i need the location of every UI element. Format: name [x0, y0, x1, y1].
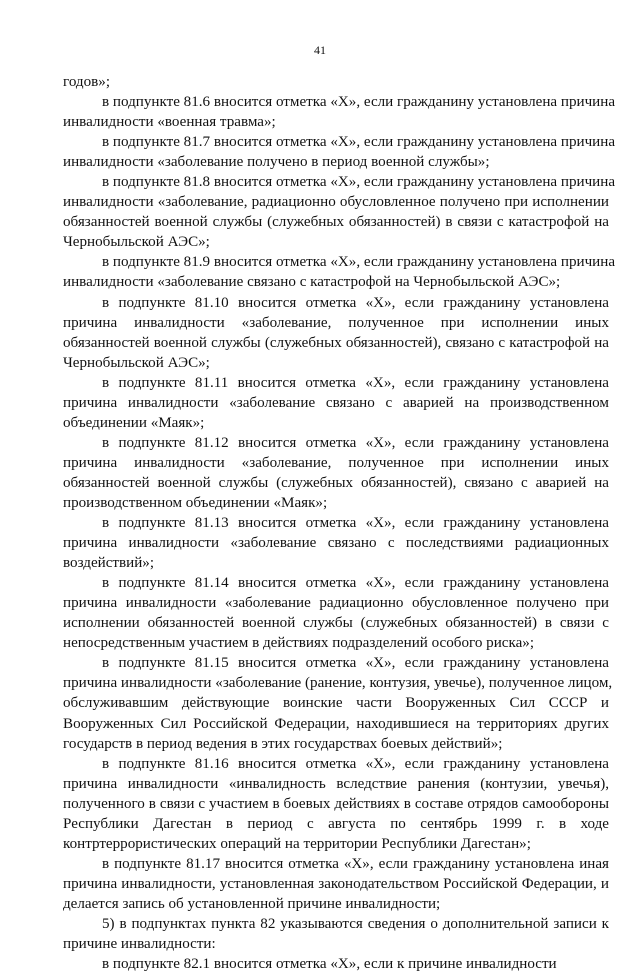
text-line: причина инвалидности «заболевание радиационно обусловленное получено при — [63, 595, 609, 612]
text-line: причина инвалидности «заболевание (ранение, контузия, увечье), полученное лицом, — [63, 675, 613, 692]
text-line: обязанностей военной службы (служебных обязанностей), связано с катастрофой на — [63, 334, 609, 351]
text-line: делается запись об установленной причине инвалидности; — [63, 895, 441, 912]
paragraph — [63, 954, 609, 974]
paragraph — [63, 373, 609, 433]
paragraph — [63, 914, 609, 954]
text-line: Чернобыльской АЭС»; — [63, 354, 210, 371]
text-line: обязанностей военной службы (служебных обязанностей) в связи с катастрофой на — [63, 214, 609, 231]
text-line: причина инвалидности, установленная законодательством Российской Федерации, и — [63, 875, 609, 892]
text-line: в подпункте 81.16 вносится отметка «Х», если гражданину установлена — [102, 755, 609, 772]
text-line: объединении «Маяк»; — [63, 414, 205, 431]
text-line: воздействий»; — [63, 555, 155, 572]
paragraph — [63, 132, 616, 172]
text-line: исполнении обязанностей военной службы (служебных обязанностей) в связи с — [63, 615, 609, 632]
paragraph — [63, 433, 609, 513]
paragraph — [63, 72, 609, 92]
paragraph — [63, 92, 616, 132]
text-line: государств в период ведения в этих государствах боевых действий»; — [63, 735, 503, 752]
text-line: в подпункте 81.11 вносится отметка «Х», если гражданину установлена — [102, 374, 609, 391]
text-line: обслуживавшим действующие воинские части Вооруженных Сил СССР и — [63, 695, 609, 712]
text-line: в подпункте 81.6 вносится отметка «Х», если гражданину установлена причина — [102, 94, 616, 111]
text-line: контртеррористических операций на территории Республики Дагестан»; — [63, 835, 531, 852]
text-line: причине инвалидности: — [63, 936, 216, 953]
text-line: причина инвалидности «заболевание, полученное при исполнении иных — [63, 314, 609, 331]
text-line: в подпункте 82.1 вносится отметка «Х», если к причине инвалидности — [102, 956, 557, 973]
paragraph — [63, 754, 609, 854]
text-line: причина инвалидности «инвалидность вследствие ранения (контузии, увечья), — [63, 775, 609, 792]
text-line: обязанностей военной службы (служебных обязанностей), связано с аварией на — [63, 474, 609, 491]
body-text — [63, 72, 616, 974]
text-line: годов»; — [63, 74, 111, 90]
text-line: 5) в подпунктах пункта 82 указываются сведения о дополнительной записи к — [102, 915, 609, 932]
paragraph — [63, 513, 609, 573]
text-line: производственном объединении «Маяк»; — [63, 494, 328, 511]
page-number: 41 — [314, 43, 326, 57]
text-line: в подпункте 81.13 вносится отметка «Х», если гражданину установлена — [102, 515, 609, 532]
text-line: Чернобыльской АЭС»; — [63, 234, 210, 251]
text-line: причина инвалидности «заболевание связано с последствиями радиационных — [63, 535, 609, 552]
text-line: в подпункте 81.10 вносится отметка «Х», если гражданину установлена — [102, 294, 609, 311]
text-line: Вооруженных Сил Российской Федерации, находившиеся на территориях других — [63, 715, 609, 732]
paragraph — [63, 293, 609, 373]
paragraph — [63, 172, 616, 252]
text-line: в подпункте 81.12 вносится отметка «Х», если гражданину установлена — [102, 434, 609, 451]
text-line: в подпункте 81.7 вносится отметка «Х», если гражданину установлена причина — [102, 134, 616, 151]
text-line: в подпункте 81.17 вносится отметка «Х», если гражданину установлена иная — [102, 855, 609, 872]
text-line: в подпункте 81.8 вносится отметка «Х», если гражданину установлена причина — [102, 174, 616, 191]
text-line: инвалидности «заболевание связано с катастрофой на Чернобыльской АЭС»; — [63, 274, 561, 291]
text-line: инвалидности «заболевание получено в период военной службы»; — [63, 154, 490, 171]
text-line: непосредственным участием в действиях подразделений особого риска»; — [63, 635, 535, 652]
text-line: инвалидности «военная травма»; — [63, 114, 276, 131]
text-line: в подпункте 81.9 вносится отметка «Х», если гражданину установлена причина — [102, 254, 616, 271]
text-line: полученного в связи с участием в боевых действиях в составе отрядов самообороны — [63, 795, 609, 812]
text-line: причина инвалидности «заболевание связано с аварией на производственном — [63, 394, 609, 411]
text-line: Республики Дагестан в период с августа по сентябрь 1999 г. в ходе — [63, 815, 609, 832]
paragraph — [63, 252, 616, 292]
paragraph — [63, 653, 613, 753]
text-line: в подпункте 81.14 вносится отметка «Х», если гражданину установлена — [102, 575, 609, 592]
paragraph — [63, 573, 609, 653]
text-line: в подпункте 81.15 вносится отметка «Х», если гражданину установлена — [102, 655, 609, 672]
text-line: причина инвалидности «заболевание, полученное при исполнении иных — [63, 454, 609, 471]
text-line: инвалидности «заболевание, радиационно обусловленное получено при исполнении — [63, 194, 609, 211]
